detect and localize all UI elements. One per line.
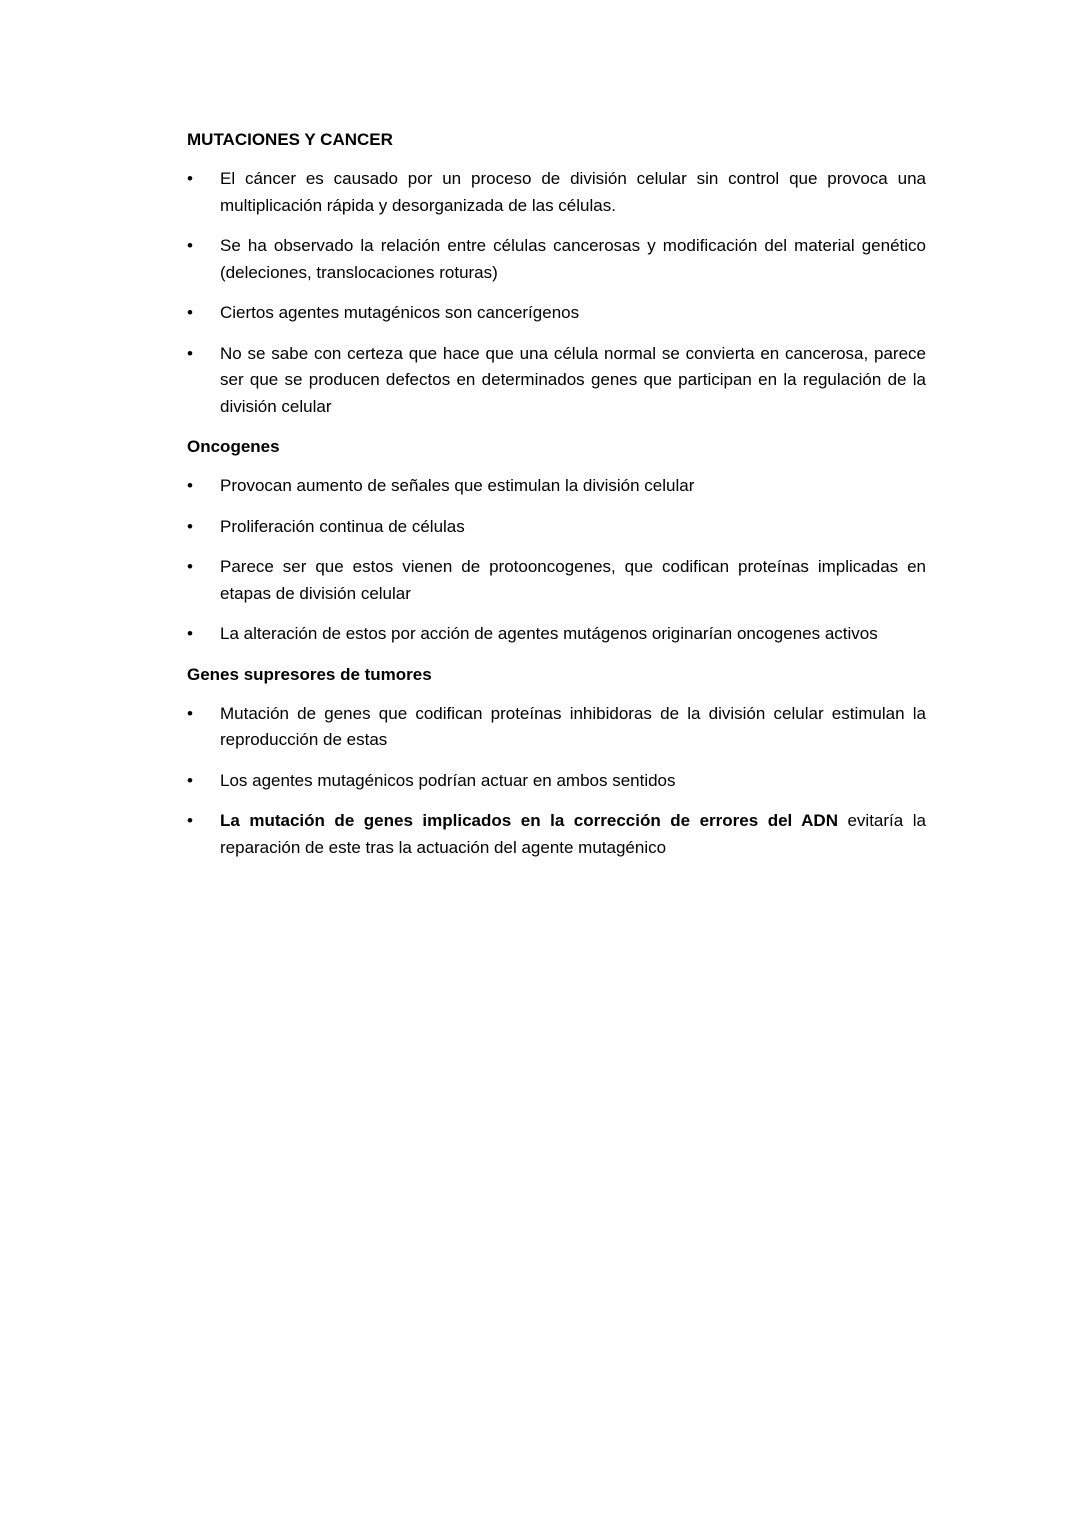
section-heading: Genes supresores de tumores [187, 664, 432, 684]
list-item [187, 341, 926, 421]
bullet-icon: • [187, 476, 193, 495]
list-item [187, 300, 926, 327]
bullet-icon: • [187, 624, 193, 643]
bullet-icon: • [187, 343, 193, 363]
bullet-list [187, 166, 926, 420]
list-item [187, 768, 926, 795]
list-item-text: Proliferación continua de células [220, 516, 465, 536]
bullet-icon: • [187, 770, 193, 790]
bullet-icon: • [187, 303, 193, 322]
bullet-icon: • [187, 236, 193, 255]
section-heading: MUTACIONES Y CANCER [187, 130, 393, 149]
bullet-icon: • [187, 703, 193, 723]
list-item-text: Provocan aumento de señales que estimulan la división celular [220, 476, 695, 495]
list-item-text: No se sabe con certeza que hace que una célula normal se convierta en cancerosa, parece ser que se producen defectos en determinados genes que participan en la regulación de la división celular [220, 343, 926, 416]
bullet-icon: • [187, 557, 193, 576]
list-item-bold-text: La mutación de genes implicados en la corrección de errores del ADN [220, 811, 838, 830]
bullet-icon: • [187, 811, 193, 830]
list-item [187, 701, 926, 754]
list-item [187, 808, 926, 861]
list-item-text: Se ha observado la relación entre células cancerosas y modificación del material genético (deleciones, translocaciones roturas) [220, 236, 926, 282]
list-item-text: Los agentes mutagénicos podrían actuar en ambos sentidos [220, 770, 676, 790]
section-oncogenes [187, 434, 926, 648]
section-mutaciones-cancer [187, 127, 926, 420]
list-item [187, 514, 926, 541]
list-item [187, 233, 926, 286]
list-item [187, 166, 926, 219]
list-item [187, 554, 926, 607]
list-item [187, 473, 926, 500]
list-item-text: Mutación de genes que codifican proteínas inhibidoras de la división celular estimulan la reproducción de estas [220, 703, 926, 749]
list-item-text: Parece ser que estos vienen de protooncogenes, que codifican proteínas implicadas en etapas de división celular [220, 557, 926, 603]
section-genes-supresores [187, 662, 926, 862]
bullet-list [187, 701, 926, 862]
list-item-text: La alteración de estos por acción de agentes mutágenos originarían oncogenes activos [220, 624, 878, 643]
bullet-icon: • [187, 516, 193, 536]
list-item-text: evitaría la reparación de este tras la actuación del agente mutagénico [220, 811, 926, 857]
list-item-text: El cáncer es causado por un proceso de división celular sin control que provoca una multiplicación rápida y desorganizada de las células. [220, 169, 926, 215]
bullet-icon: • [187, 169, 193, 188]
list-item [187, 621, 926, 648]
document-content [187, 127, 926, 875]
list-item-text: Ciertos agentes mutagénicos son cancerígenos [220, 303, 580, 322]
section-heading: Oncogenes [187, 437, 280, 456]
bullet-list [187, 473, 926, 648]
